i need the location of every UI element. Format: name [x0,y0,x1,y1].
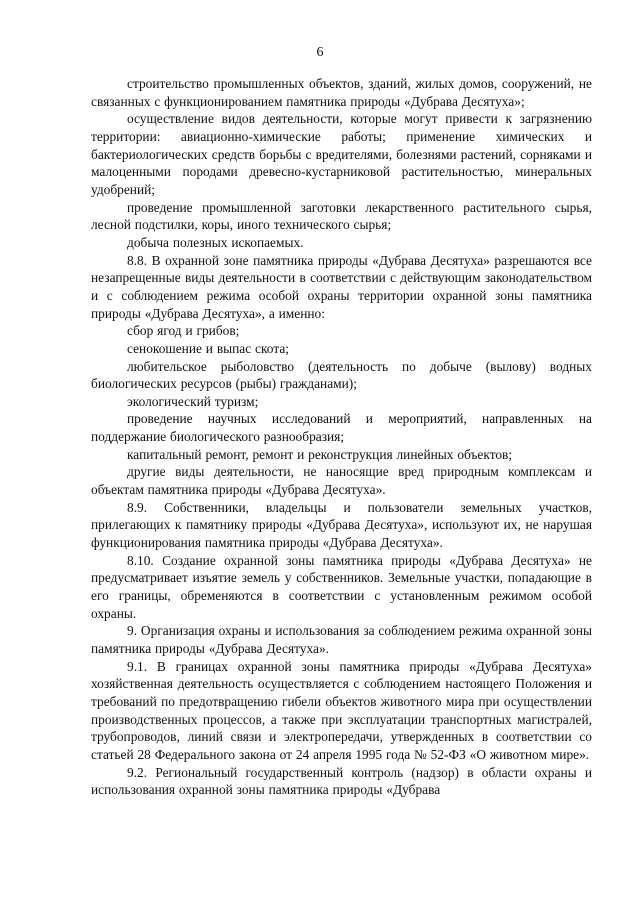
list-item-repair: капитальный ремонт, ремонт и реконструкция линейных объектов; [127,446,513,462]
list-item-research: проведение научных исследований и мероприятий, направленных на поддержание биологического разнообразия; [91,411,592,445]
paragraph-8-10: 8.10. Создание охранной зоны памятника природы «Дубрава Десятуха» не предусматривает изъятие земель у собственников. Земельные участки, попадающие в его границы, обременяются в соответствии с установленным режимом особой охраны. [91,552,592,621]
section-heading-9: 9. Организация охраны и использования за соблюдением режима охранной зоны памятника природы «Дубрава Десятуха». [91,623,592,656]
paragraph-prohibited-mining: добыча полезных ископаемых. [127,234,304,250]
page-number: 6 [316,45,324,60]
list-item-berries: сбор ягод и грибов; [127,323,240,339]
paragraph-prohibited-construction: строительство промышленных объектов, зданий, жилых домов, сооружений, не связанных с функционированием памятника природы «Дубрава Десятуха»; [91,76,592,109]
document-body [91,75,592,799]
paragraph-prohibited-harvesting: проведение промышленной заготовки лекарственного растительного сырья, лесной подстилки, коры, иного технического сырья; [91,199,592,233]
paragraph-9-2: 9.2. Региональный государственный контроль (надзор) в области охраны и использования охранной зоны памятника природы «Дубрава [91,764,592,798]
paragraph-8-8: 8.8. В охранной зоне памятника природы «Дубрава Десятуха» разрешаются все незапрещенные виды деятельности в соответствии с действующим законодательством и с соблюдением режима особой охраны территории охранной зоны памятника природы «Дубрава Десятуха», а именно: [91,252,592,321]
list-item-ecotourism: экологический туризм; [127,393,259,409]
paragraph-8-9: 8.9. Собственники, владельцы и пользователи земельных участков, прилегающих к памятнику природы «Дубрава Десятуха», используют их, не нарушая функционирования памятника природы «Дубрава Десятуха». [91,499,592,551]
paragraph-prohibited-pollution: осуществление видов деятельности, которые могут привести к загрязнению территории: авиационно-химические работы; применение химических и бактериологических средств борьбы с вредителями, болезнями растений, сорняками и малоценными породами древесно-кустарниковой растительностью, минеральных удобрений; [91,111,592,197]
list-item-haymaking: сенокошение и выпас скота; [127,340,290,356]
list-item-fishing: любительское рыболовство (деятельность по добыче (вылову) водных биологических ресурсов (рыбы) гражданами); [91,358,592,392]
paragraph-9-1: 9.1. В границах охранной зоны памятника природы «Дубрава Десятуха» хозяйственная деятельность осуществляется с соблюдением настоящего Положения и требований по предотвращению гибели объектов животного мира при осуществлении производственных процессов, а также при эксплуатации транспортных магистралей, трубопроводов, линий связи и электропередачи, утвержденных в соответствии со статьей 28 Федерального закона от 24 апреля 1995 года № 52-ФЗ «О животном мире». [91,658,592,762]
list-item-other-activities: другие виды деятельности, не наносящие вред природным комплексам и объектам памятника природы «Дубрава Десятуха». [91,464,592,498]
